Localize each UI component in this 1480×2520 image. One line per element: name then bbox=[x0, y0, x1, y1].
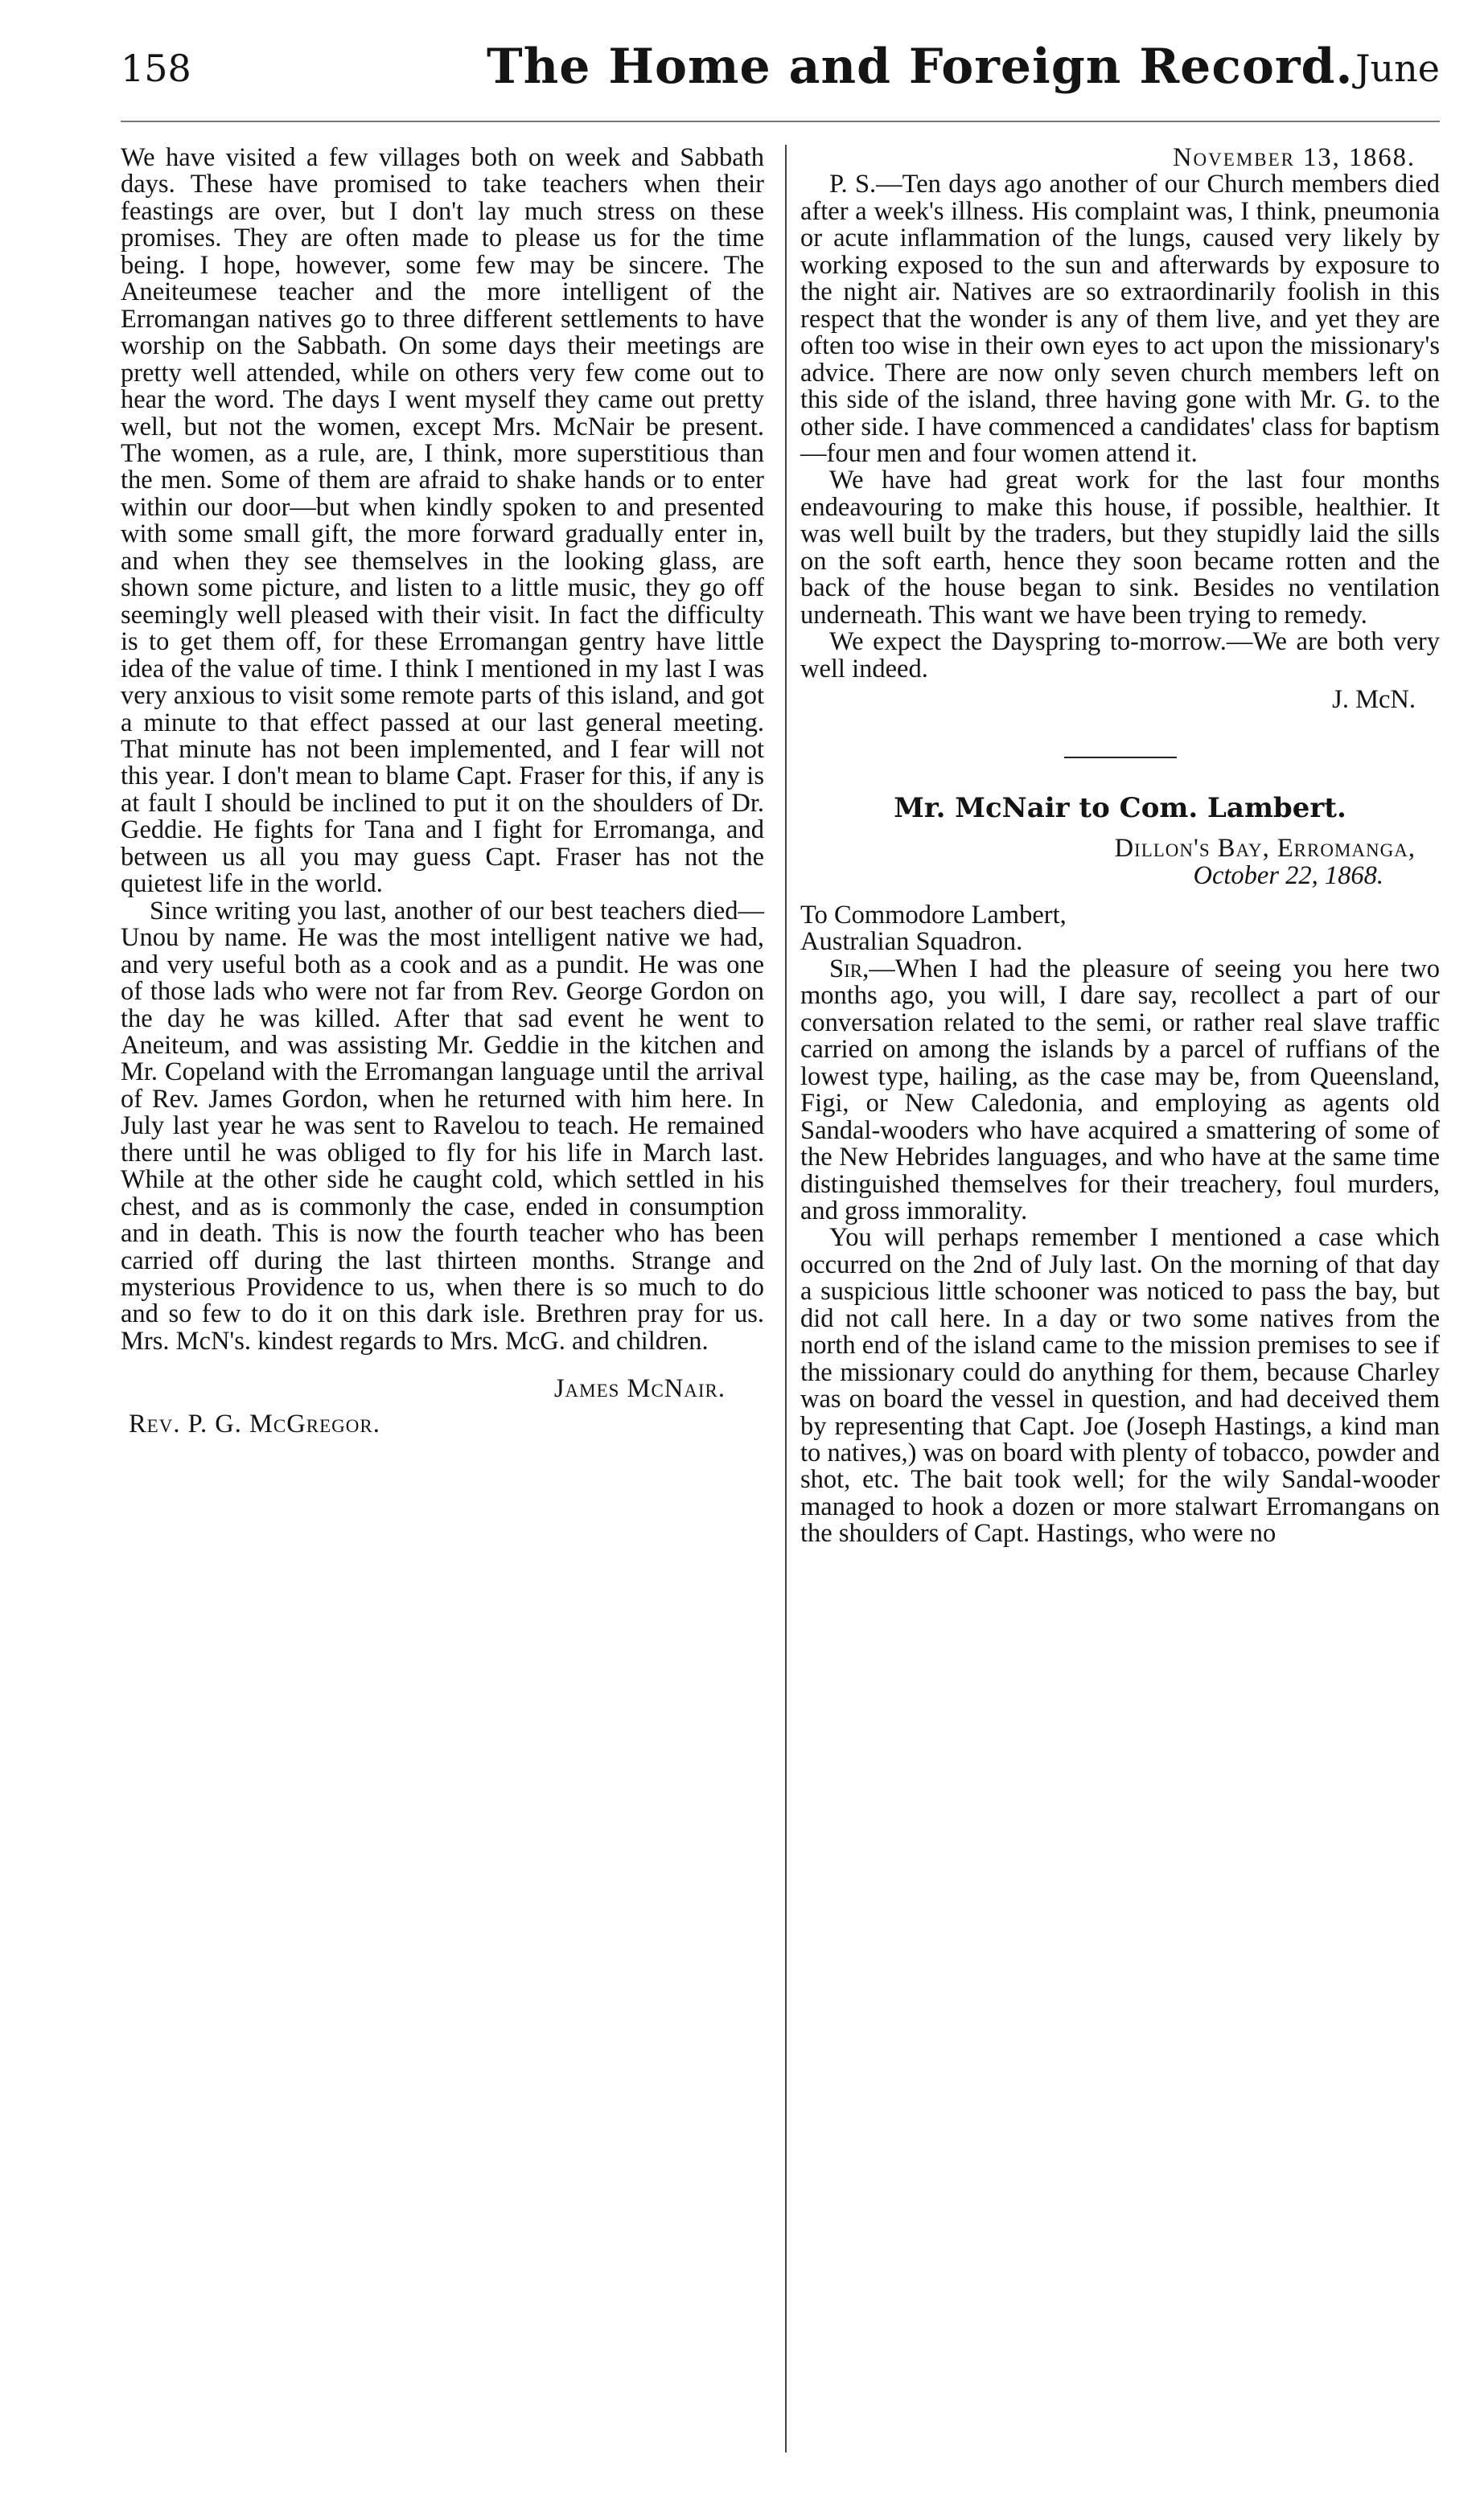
header-rule bbox=[121, 121, 1440, 122]
letter-paragraph bbox=[800, 956, 1440, 1225]
letter-place: Dillon's Bay, Erromanga, bbox=[1114, 834, 1416, 864]
paragraph-text: —When I had the pleasure of seeing you here two months ago, you will, I dare say, recollect a part of our conversation related to the semi, or rather real slave traffic carried on among the islands by a parcel of ruffians of the lowest type, hailing, as the case may be, from Queensland, Figi, or New Caledonia, and employing as agents old Sandal-wooders who have acquired a smattering of some of the New Hebrides languages, and who have at the same time distinguished themselves for their treachery, foul murders, and gross immorality. bbox=[800, 954, 1440, 1225]
initials-signature: J. McN. bbox=[1332, 685, 1416, 715]
letter-date: November 13, 1868. bbox=[1173, 143, 1416, 172]
page-header bbox=[121, 39, 1440, 111]
page-number: 158 bbox=[121, 47, 191, 90]
recipient-line: To Commodore Lambert, bbox=[800, 900, 1067, 930]
letter-paragraph: You will perhaps remember I mentioned a case which occurred on the 2nd of July last. On the morning of that day a suspicious little schooner was noticed to pass the bay, but did not call here. In a day or two some natives from the north end of the island came to the mission premises to see if the missionary could do anything for them, because Charley was on board the vessel in question, and had deceived them by representing that Capt. Joe (Joseph Hastings, a kind man to natives,) was on board with plenty of tobacco, powder and shot, etc. The bait took well; for the wily Sandal-wooder managed to hook a dozen or more stalwart Erromangans on the shoulders of Capt. Hastings, who were no bbox=[800, 1223, 1440, 1549]
letter-paragraph: Since writing you last, another of our best teachers died—Unou by name. He was the most intelligent native we had, and very useful both as a cook and as a pundit. He was one of those lads who were not far from Rev. George Gordon on the day he was killed. After that sad event he went to Aneiteum, and was assisting Mr. Geddie in the kitchen and Mr. Copeland with the Erromangan language until the arrival of Rev. James Gordon, when he returned with him here. In July last year he was sent to Ravelou to teach. He remained there until he was obliged to fly for his life in March last. While at the other side he caught cold, which settled in his chest, and as is commonly the case, ended in consumption and in death. This is now the fourth teacher who has been carried off during the last thirteen months. Strange and mysterious Providence to us, when there is so much to do and so few to do it on this dark isle. Brethren pray for us. Mrs. McN's. kindest regards to Mrs. McG. and children. bbox=[121, 896, 764, 1356]
running-title: The Home and Foreign Record. bbox=[487, 39, 1354, 95]
header-month: June bbox=[1355, 47, 1440, 90]
postscript-paragraph: P. S.—Ten days ago another of our Church members died after a week's illness. His complaint was, I think, pneumonia or acute inflammation of the lungs, caused very likely by working exposed to the sun and afterwards by exposure to the night air. Natives are so extraordinarily foolish in this respect that the wonder is any of them live, and yet they are often too wise in their own eyes to act upon the missionary's advice. There are now only seven church members left on this side of the island, three having gone with Mr. G. to the other side. I have commenced a candidates' class for baptism—four men and four women attend it. bbox=[800, 170, 1440, 468]
addressee: Rev. P. G. McGregor. bbox=[129, 1410, 380, 1439]
column-rule bbox=[785, 145, 787, 2452]
salutation: Sir, bbox=[829, 954, 870, 983]
letter-paragraph: We have visited a few villages both on week and Sabbath days. These have promised to take teachers when their feastings are over, but I don't lay much stress on these promises. They are often made to please us for the time being. I hope, however, some few may be sincere. The Aneiteumese teacher and the more intelligent of the Erromangan natives go to three different settlements to have worship on the Sabbath. On some days their meetings are pretty well attended, while on others very few come out to hear the word. The days I went myself they came out pretty well, but not the women, except Mrs. McNair be present. The women, as a rule, are, I think, more superstitious than the men. Some of them are afraid to shake hands or to enter within our door—but when kindly spoken to and presented with some small gift, the more forward gradually enter in, and when they see themselves in the looking glass, are shown some picture, and listen to a little music, they go off seemingly well pleased with their visit. In fact the difficulty is to get them off, for these Erromangan gentry have little idea of the value of time. I think I mentioned in my last I was very anxious to visit some remote parts of this island, and got a minute to that effect passed at our last general meeting. That minute has not been implemented, and I fear will not this year. I don't mean to blame Capt. Fraser for this, if any is at fault I should be inclined to put it on the shoulders of Dr. Geddie. He fights for Tana and I fight for Erromanga, and between us all you may guess Capt. Fraser has not the quietest life in the world. bbox=[121, 143, 764, 899]
article-heading: Mr. McNair to Com. Lambert. bbox=[894, 792, 1346, 825]
signature: James McNair. bbox=[553, 1374, 726, 1404]
letter-paragraph: We have had great work for the last four months endeavouring to make this house, if possible, healthier. It was well built by the traders, but they stupidly laid the sills on the soft earth, hence they soon became rotten and the back of the house began to sink. Besides no ventilation underneath. This want we have been trying to remedy. bbox=[800, 466, 1440, 630]
section-divider bbox=[1064, 757, 1177, 758]
left-column bbox=[121, 145, 764, 1442]
letter-place-date: October 22, 1868. bbox=[1193, 860, 1383, 890]
recipient-line: Australian Squadron. bbox=[800, 927, 1023, 957]
letter-paragraph: We expect the Dayspring to-morrow.—We are both very well indeed. bbox=[800, 627, 1440, 683]
right-column bbox=[800, 145, 1440, 1548]
